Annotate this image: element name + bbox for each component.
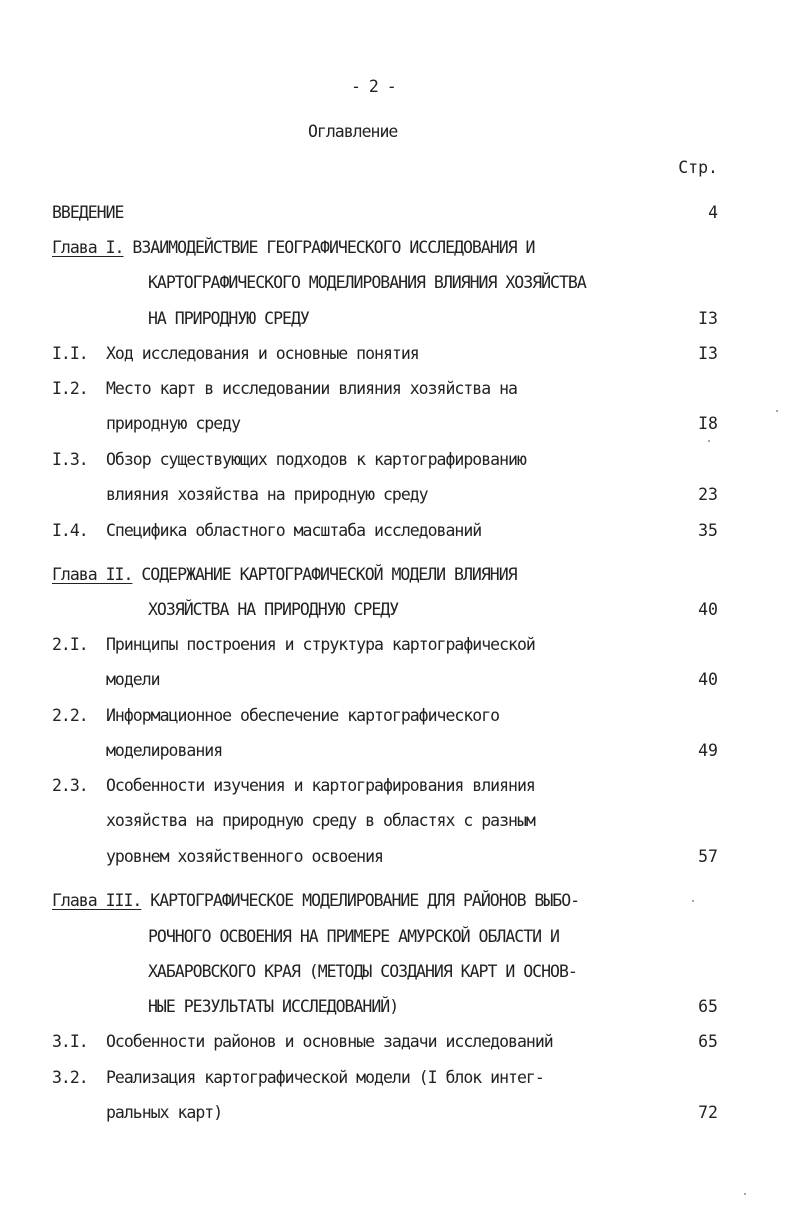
section-1-4-number: I.4. <box>52 521 88 540</box>
section-2-1-title-line-1: Принципы построения и структура картографической <box>106 635 535 654</box>
section-3-2-number: 3.2. <box>52 1068 88 1087</box>
section-1-4-page: 35 <box>698 521 718 540</box>
section-1-2-number: I.2. <box>52 379 88 398</box>
section-2-1 <box>52 637 535 654</box>
chapter-1-title-line-3: НА ПРИРОДНУЮ СРЕДУ <box>148 309 309 328</box>
section-1-2-title-line-1: Место карт в исследовании влияния хозяйства на <box>106 379 517 398</box>
section-3-1-number: 3.I. <box>52 1032 88 1051</box>
section-2-2-title-line-1: Информационное обеспечение картографического <box>106 706 500 725</box>
section-2-2-title-line-2: моделирования <box>106 741 223 760</box>
section-2-3-page: 57 <box>698 847 718 866</box>
chapter-3-title-line-3: ХАБАРОВСКОГО КРАЯ (МЕТОДЫ СОЗДАНИЯ КАРТ И ОСНОВ- <box>148 962 577 981</box>
section-1-1-page: I3 <box>698 344 718 363</box>
chapter-2-title-line-1: СОДЕРЖАНИЕ КАРТОГРАФИЧЕСКОЙ МОДЕЛИ ВЛИЯНИЯ <box>141 565 517 584</box>
section-1-1 <box>52 346 419 363</box>
section-1-2-title-line-2: природную среду <box>106 414 241 433</box>
section-3-2-page: 72 <box>698 1103 718 1122</box>
scan-speck <box>708 440 710 442</box>
chapter-2-label: Глава II. <box>52 565 133 584</box>
section-2-3-title-line-1: Особенности изучения и картографирования влияния <box>106 776 535 795</box>
section-1-1-title: Ход исследования и основные понятия <box>106 344 419 363</box>
chapter-3-entry <box>52 893 579 910</box>
scan-speck <box>744 1193 746 1195</box>
toc-title: Оглавление <box>308 122 398 141</box>
section-1-1-number: I.I. <box>52 344 88 363</box>
section-1-4 <box>52 523 481 540</box>
section-1-3-page: 23 <box>698 485 718 504</box>
chapter-1-title-line-2: КАРТОГРАФИЧЕСКОГО МОДЕЛИРОВАНИЯ ВЛИЯНИЯ ХОЗЯЙСТВА <box>148 273 586 292</box>
chapter-3-title-line-2: РОЧНОГО ОСВОЕНИЯ НА ПРИМЕРЕ АМУРСКОЙ ОБЛАСТИ И <box>148 927 559 946</box>
section-2-1-title-line-2: модели <box>106 670 160 689</box>
section-2-2-page: 49 <box>698 741 718 760</box>
chapter-1-page: I3 <box>698 309 718 328</box>
section-1-3-title-line-1: Обзор существующих подходов к картографированию <box>106 450 526 469</box>
section-2-2 <box>52 708 499 725</box>
chapter-3-page: 65 <box>698 997 718 1016</box>
scan-speck <box>692 900 694 902</box>
chapter-2-title-line-2: ХОЗЯЙСТВА НА ПРИРОДНУЮ СРЕДУ <box>148 600 399 619</box>
section-2-3 <box>52 778 535 795</box>
chapter-3-label: Глава III. <box>52 891 142 910</box>
toc-intro: ВВЕДЕНИЕ <box>52 203 124 222</box>
section-1-2-page: I8 <box>698 414 718 433</box>
section-2-2-number: 2.2. <box>52 706 88 725</box>
section-3-2-title-line-2: ральных карт) <box>106 1103 223 1122</box>
section-1-4-title: Специфика областного масштаба исследований <box>106 521 482 540</box>
section-2-3-number: 2.3. <box>52 776 88 795</box>
section-2-1-page: 40 <box>698 670 718 689</box>
chapter-2-entry <box>52 567 517 584</box>
chapter-3-title-line-4: НЫЕ РЕЗУЛЬТАТЫ ИССЛЕДОВАНИЙ) <box>148 997 399 1016</box>
section-2-1-number: 2.I. <box>52 635 88 654</box>
chapter-3-title-line-1: КАРТОГРАФИЧЕСКОЕ МОДЕЛИРОВАНИЕ ДЛЯ РАЙОНОВ ВЫБО- <box>150 891 580 910</box>
toc-intro-page: 4 <box>708 203 718 222</box>
section-3-1-title: Особенности районов и основные задачи исследований <box>106 1032 553 1051</box>
section-1-3-number: I.3. <box>52 450 88 469</box>
section-2-3-title-line-3: уровнем хозяйственного освоения <box>106 847 383 866</box>
section-1-3-title-line-2: влияния хозяйства на природную среду <box>106 485 428 504</box>
chapter-1-title-line-1: ВЗАИМОДЕЙСТВИЕ ГЕОГРАФИЧЕСКОГО ИССЛЕДОВАНИЯ И <box>132 238 535 257</box>
chapter-1-label: Глава I. <box>52 238 124 257</box>
section-2-3-title-line-2: хозяйства на природную среду в областях с разным <box>106 811 535 830</box>
section-3-2 <box>52 1070 544 1087</box>
scan-speck <box>776 410 778 412</box>
section-3-1-page: 65 <box>698 1032 718 1051</box>
section-1-2 <box>52 381 517 398</box>
page-number: - 2 - <box>351 77 396 96</box>
section-3-1 <box>52 1034 553 1051</box>
section-1-3 <box>52 452 526 469</box>
chapter-1-entry <box>52 240 534 257</box>
page-column-label: Стр. <box>678 158 718 177</box>
chapter-2-page: 40 <box>698 600 718 619</box>
section-3-2-title-line-1: Реализация картографической модели (I блок интег- <box>106 1068 544 1087</box>
